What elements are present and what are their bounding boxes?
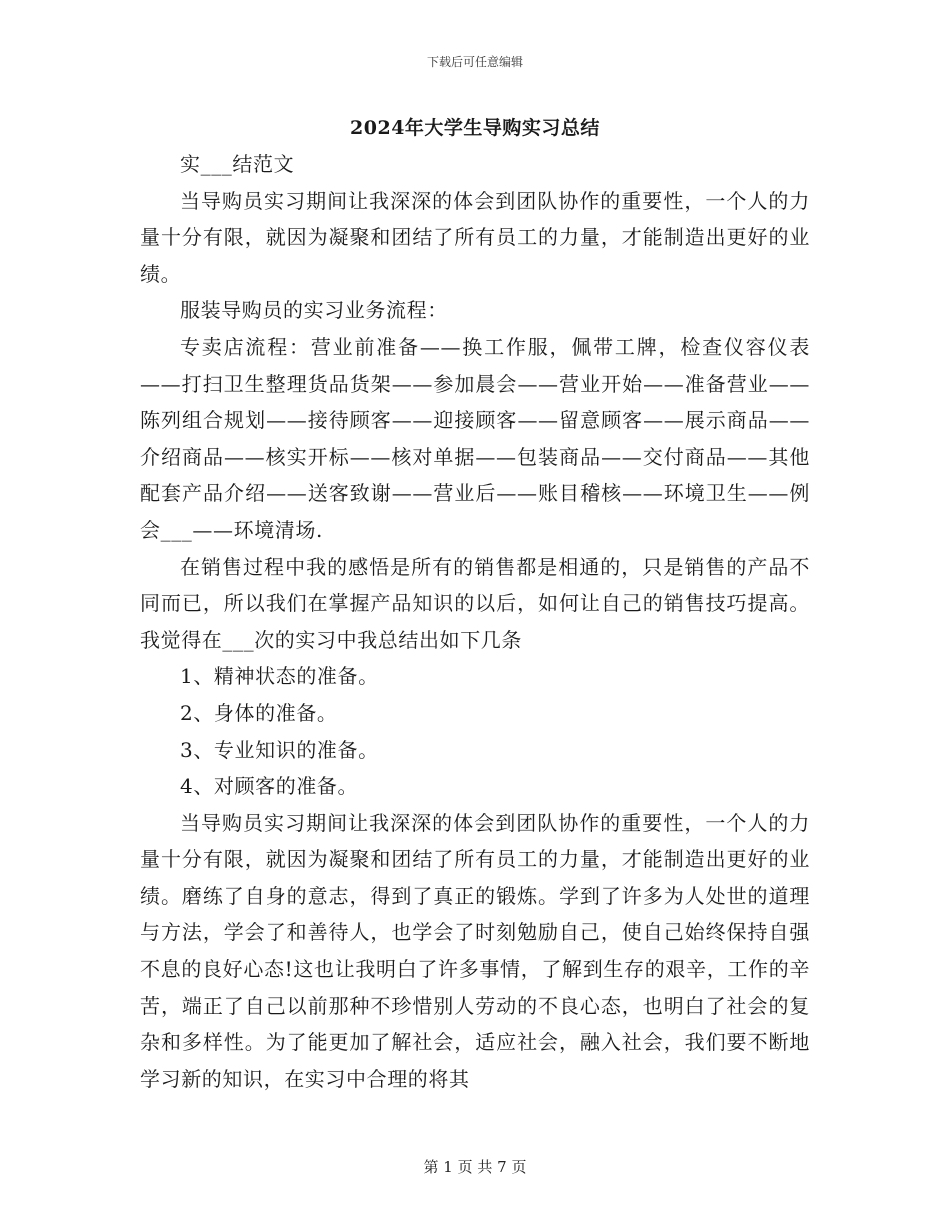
list-item: 3、专业知识的准备。 <box>180 737 379 762</box>
list-item: 4、对顾客的准备。 <box>180 774 359 799</box>
document-body <box>140 146 810 1097</box>
header-note: 下载后可任意编辑 <box>426 55 523 69</box>
paragraph-process-heading: 服装导购员的实习业务流程： <box>180 298 448 323</box>
document-title: 2024年大学生导购实习总结 <box>350 117 600 139</box>
paragraph-reflection: 当导购员实习期间让我深深的体会到团队协作的重要性，一个人的力量十分有限，就因为凝聚和团结了所有员工的力量，才能制造出更好的业绩。磨练了自身的意志，得到了真正的锻炼。学到了许多为人处世的道理与方法，学会了和善待人，也学会了时刻勉励自己，使自己始终保持自强不息的良好心态!这也让我明白了许多事情，了解到生存的艰辛，工作的辛苦，端正了自己以前那种不珍惜别人劳动的不良心态，也明白了社会的复杂和多样性。为了能更加了解社会，适应社会，融入社会，我们要不断地学习新的知识，在实习中合理的将其 <box>140 810 810 1091</box>
paragraph-intro: 当导购员实习期间让我深深的体会到团队协作的重要性，一个人的力量十分有限，就因为凝聚和团结了所有员工的力量，才能制造出更好的业绩。 <box>140 188 810 286</box>
paragraph-sales-insight: 在销售过程中我的感悟是所有的销售都是相通的，只是销售的产品不同而已，所以我们在掌握产品知识的以后，如何让自己的销售技巧提高。我觉得在___次的实习中我总结出如下几条 <box>140 554 810 652</box>
list-item: 2、身体的准备。 <box>180 700 338 725</box>
paragraph-process-flow: 专卖店流程：营业前准备——换工作服，佩带工牌，检查仪容仪表——打扫卫生整理货品货架——参加晨会——营业开始——准备营业——陈列组合规划——接待顾客——迎接顾客——留意顾客——展示商品——介绍商品——核实开标——核对单据——包装商品——交付商品——其他配套产品介绍——送客致谢——营业后——账目稽核——环境卫生——例会___——环境清场. <box>140 334 810 542</box>
list-item: 1、精神状态的准备。 <box>180 664 379 689</box>
page-footer: 第 1 页 共 7 页 <box>423 1158 527 1176</box>
paragraph-subtitle: 实___结范文 <box>180 152 295 176</box>
